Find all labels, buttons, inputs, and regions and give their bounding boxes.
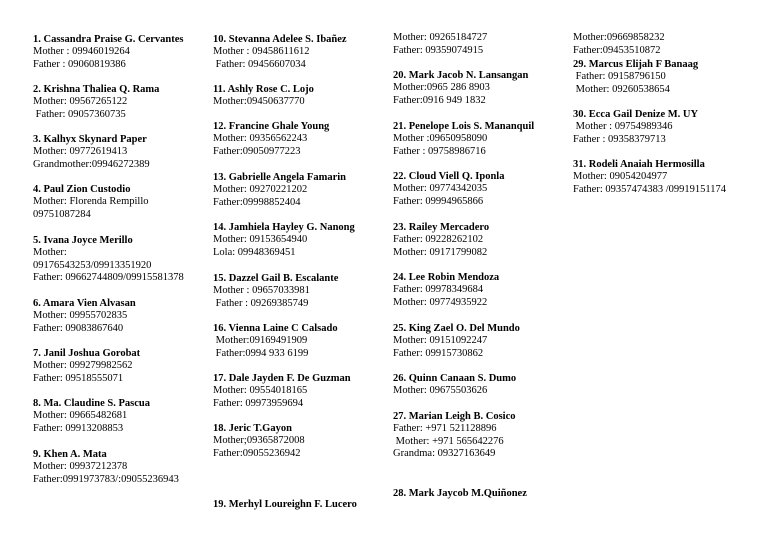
student-entry — [213, 33, 347, 71]
student-entry — [213, 372, 351, 410]
contact-line: Father: +971 521128896 — [393, 423, 497, 434]
student-entry — [33, 397, 150, 435]
student-entry — [33, 83, 159, 121]
contact-line: Mother : 09946019264 — [33, 46, 130, 57]
contact-line: Father: 09518555071 — [33, 372, 124, 384]
student-name: 16. Vienna Laine C Calsado — [213, 323, 338, 334]
contact-line: Mother: 099279982562 — [33, 360, 133, 371]
student-name: 31. Rodeli Anaiah Hermosilla — [573, 159, 705, 170]
contact-line: Mother:0965 286 8903 — [393, 82, 490, 93]
contact-line: Mother:09669858232 — [573, 32, 665, 43]
contact-line: Father: 09158796150 — [573, 71, 666, 82]
student-entry — [33, 234, 184, 285]
contact-line: Father:09998852404 — [213, 196, 301, 208]
student-name: 13. Gabrielle Angela Famarin — [213, 172, 346, 183]
contact-line: Father:09055236942 — [213, 447, 301, 459]
contact-line: Mother: 09260538654 — [573, 83, 670, 95]
contact-line: Father:0991973783/:09055236943 — [33, 473, 179, 485]
contact-line: Father : 09060819386 — [33, 58, 126, 70]
student-entry — [213, 221, 355, 259]
student-entry — [33, 33, 184, 71]
contact-line: Father: 09994965866 — [393, 195, 484, 207]
contact-line: Mother: 09153654940 — [213, 234, 308, 245]
contact-line: Mother : 09657033981 — [213, 285, 310, 296]
student-entry — [213, 171, 346, 209]
student-entry — [213, 83, 314, 109]
student-entry — [213, 498, 357, 511]
student-entry — [573, 108, 698, 146]
student-entry — [213, 272, 338, 310]
student-name: 2. Krishna Thaliea Q. Rama — [33, 84, 160, 95]
student-name: 7. Janil Joshua Gorobat — [33, 348, 141, 359]
student-name: 4. Paul Zion Custodio — [33, 184, 131, 195]
contact-line: 09176543253/09913351920 — [33, 259, 152, 271]
contact-line: Father:0916 949 1832 — [393, 94, 486, 106]
student-entry — [393, 487, 527, 500]
student-name: 22. Cloud Viell Q. Iponla — [393, 171, 505, 182]
contact-line: Mother: 09955702835 — [33, 310, 128, 321]
contact-line: Mother: Florenda Rempillo — [33, 196, 149, 207]
student-name: 18. Jeric T.Gayon — [213, 423, 292, 434]
contact-line: Mother: — [33, 247, 67, 258]
student-name: 19. Merhyl Loureighn F. Lucero — [213, 499, 357, 510]
contact-line: Mother: 09937212378 — [33, 461, 128, 472]
contact-line: Grandmother:09946272389 — [33, 158, 150, 170]
contact-line: Mother : 09754989346 — [573, 121, 673, 132]
student-name: 27. Marian Leigh B. Cosico — [393, 411, 516, 422]
contact-line: Mother: 09265184727 — [393, 32, 488, 43]
contact-line: Mother: 09356562243 — [213, 133, 308, 144]
contact-line: Mother: 09270221202 — [213, 184, 308, 195]
contact-line: Father: 09915730862 — [393, 347, 484, 359]
contact-line: Mother : 09458611612 — [213, 46, 310, 57]
student-name: 30. Ecca Gail Denize M. UY — [573, 109, 699, 120]
student-entry — [573, 58, 698, 96]
student-name: 10. Stevanna Adelee S. Ibañez — [213, 34, 347, 45]
student-name: 1. Cassandra Praise G. Cervantes — [33, 34, 184, 45]
contact-line: Father: 09357474383 /09919151174 — [573, 183, 727, 195]
contact-line: Mother: 09171799082 — [393, 246, 488, 258]
student-name: 14. Jamhiela Hayley G. Nanong — [213, 222, 355, 233]
student-entry — [393, 120, 534, 158]
contact-line: Father: 09228262102 — [393, 234, 484, 245]
student-name: 5. Ivana Joyce Merillo — [33, 235, 133, 246]
contact-line: Mother;09365872008 — [213, 435, 305, 446]
contact-line: Father: 09973959694 — [213, 397, 304, 409]
student-name: 23. Railey Mercadero — [393, 222, 490, 233]
contact-line: Father: 09456607034 — [213, 58, 306, 70]
student-entry — [393, 322, 520, 360]
student-entry — [393, 372, 516, 398]
student-name: 11. Ashly Rose C. Lojo — [213, 84, 314, 95]
contact-line: Mother: 09772619413 — [33, 146, 128, 157]
contact-line: Father: 09978349684 — [393, 284, 484, 295]
contact-line: Mother:09169491909 — [213, 335, 308, 346]
student-entry — [33, 133, 150, 171]
contact-line: Mother: 09675503626 — [393, 385, 488, 396]
student-name: 8. Ma. Claudine S. Pascua — [33, 398, 150, 409]
contact-line: Father: 09662744809/09915581378 — [33, 272, 184, 284]
student-name: 6. Amara Vien Alvasan — [33, 298, 136, 309]
contact-line: Mother: 09054204977 — [573, 171, 668, 182]
student-name: 29. Marcus Elijah F Banaag — [573, 59, 699, 70]
student-entry — [393, 221, 489, 259]
student-entry — [33, 347, 140, 385]
contact-line: Father: 09057360735 — [33, 108, 126, 120]
contact-line: Mother:09450637770 — [213, 96, 305, 107]
contact-line: Grandma: 09327163649 — [393, 448, 496, 460]
contact-line: Father: 09359074915 — [393, 44, 484, 56]
student-name: 24. Lee Robin Mendoza — [393, 272, 500, 283]
student-entry — [213, 322, 338, 360]
contact-line: Mother: 09774342035 — [393, 183, 488, 194]
contact-line: Father: 09913208853 — [33, 422, 124, 434]
student-name: 28. Mark Jaycob M.Quiñonez — [393, 488, 527, 499]
contact-line: 09751087284 — [33, 208, 91, 220]
student-name: 17. Dale Jayden F. De Guzman — [213, 373, 351, 384]
student-name: 25. King Zael O. Del Mundo — [393, 323, 520, 334]
student-entry — [393, 32, 487, 57]
contact-line: Father:0994 933 6199 — [213, 347, 309, 359]
contact-line: Father:09050977223 — [213, 145, 301, 157]
contact-line: Father: 09083867640 — [33, 322, 124, 334]
contact-line: Lola: 09948369451 — [213, 246, 296, 258]
contact-line: Father : 09358379713 — [573, 133, 666, 145]
student-entry — [33, 297, 136, 335]
student-name: 20. Mark Jacob N. Lansangan — [393, 70, 529, 81]
student-entry — [393, 69, 528, 107]
student-entry — [33, 448, 179, 486]
student-entry — [213, 120, 329, 158]
contact-line: Mother :09650958090 — [393, 133, 488, 144]
contact-line: Father : 09269385749 — [213, 297, 309, 309]
student-entry — [213, 422, 305, 460]
contact-line: Mother: 09151092247 — [393, 335, 488, 346]
student-name: 12. Francine Ghale Young — [213, 121, 330, 132]
student-name: 15. Dazzel Gail B. Escalante — [213, 273, 339, 284]
student-entry — [393, 410, 516, 461]
student-name: 9. Khen A. Mata — [33, 449, 107, 460]
contact-line: Father:09453510872 — [573, 44, 661, 56]
student-entry — [573, 32, 665, 57]
contact-line: Mother: +971 565642276 — [393, 435, 504, 447]
contact-line: Father : 09758986716 — [393, 145, 486, 157]
contact-line: Mother: 09774935922 — [393, 296, 488, 308]
student-entry — [393, 170, 504, 208]
student-name: 3. Kalhyx Skynard Paper — [33, 134, 147, 145]
contact-line: Mother: 09554018165 — [213, 385, 308, 396]
student-entry — [33, 183, 149, 221]
student-name: 21. Penelope Lois S. Mananquil — [393, 121, 535, 132]
student-entry — [393, 271, 499, 309]
student-entry — [573, 158, 726, 196]
student-name: 26. Quinn Canaan S. Dumo — [393, 373, 517, 384]
contact-line: Mother: 09665482681 — [33, 410, 128, 421]
contact-line: Mother: 09567265122 — [33, 96, 128, 107]
